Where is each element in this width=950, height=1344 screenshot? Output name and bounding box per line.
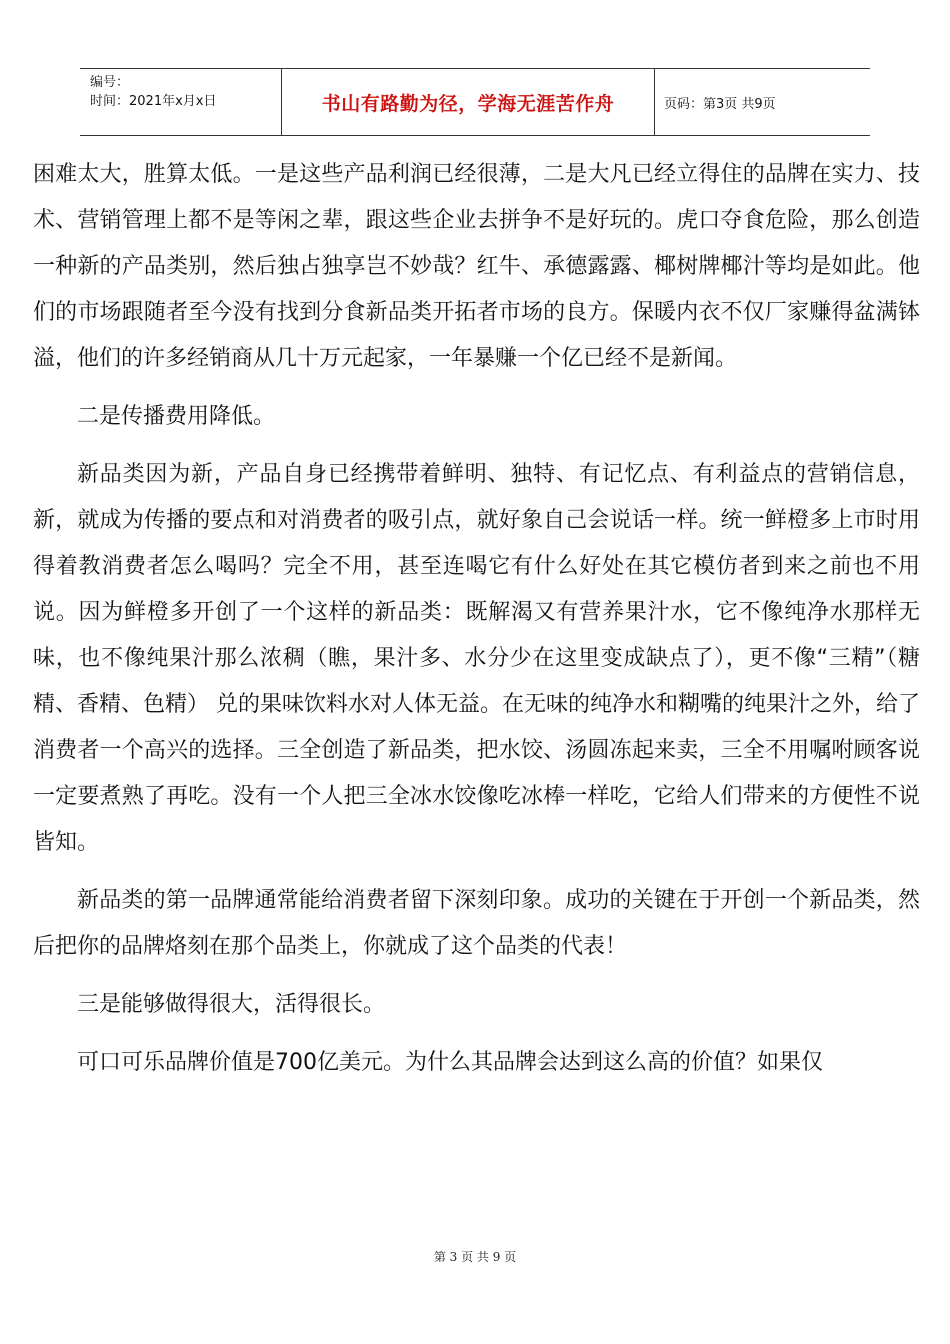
paragraph-1: 困难太大，胜算太低。一是这些产品利润已经很薄，二是大凡已经立得住的品牌在实力、技术、营销管理上都不是等闲之辈，跟这些企业去拼争不是好玩的。虎口夺食危险，那么创造一种新的产品类别，然后独占独享岂不妙哉？红牛、承德露露、椰树牌椰汁等均是如此。他们的市场跟随者至今没有找到分食新品类开拓者市场的良方。保暖内衣不仅厂家赚得盆满钵溢，他们的许多经销商从几十万元起家，一年暴赚一个亿已经不是新闻。 <box>33 162 920 371</box>
header-page-info: 页码：第3页 共9页 <box>664 96 776 112</box>
page-footer: 第 3 页 共 9 页 <box>433 1250 517 1264</box>
paragraph-3: 新品类因为新，产品自身已经携带着鲜明、独特、有记忆点、有利益点的营销信息，新，就成为传播的要点和对消费者的吸引点，就好象自己会说话一样。统一鲜橙多上市时用得着教消费者怎么喝吗？完全不用，甚至连喝它有什么好处在其它模仿者到来之前也不用说。因为鲜橙多开创了一个这样的新品类：既解渴又有营养果汁水，它不像纯净水那样无味，也不像纯果汁那么浓稠（瞧，果汁多、水分少在这里变成缺点了），更不像“三精”（糖精、香精、色精） 兑的果味饮料水对人体无益。在无味的纯净水和糊嘴的纯果汁之外，给了消费者一个高兴的选择。三全创造了新品类，把水饺、汤圆冻起来卖，三全不用嘱咐顾客说一定要煮熟了再吃。没有一个人把三全冰水饺像吃冰棒一样吃，它给人们带来的方便性不说皆知。 <box>33 462 920 855</box>
page-header <box>80 68 870 136</box>
document-date-label: 时间：2021年x月x日 <box>90 94 217 109</box>
paragraph-4: 新品类的第一品牌通常能给消费者留下深刻印象。成功的关键在于开创一个新品类，然后把你的品牌烙刻在那个品类上，你就成了这个品类的代表！ <box>33 888 920 959</box>
paragraph-2: 二是传播费用降低。 <box>77 404 276 429</box>
paragraph-5: 三是能够做得很大，活得很长。 <box>77 992 386 1017</box>
header-meta <box>80 69 282 135</box>
header-motto: 书山有路勤为径，学海无涯苦作舟 <box>282 69 655 135</box>
document-body <box>33 152 920 1086</box>
paragraph-6: 可口可乐品牌价值是700亿美元。为什么其品牌会达到这么高的价值？如果仅 <box>77 1050 823 1075</box>
document-number-label: 编号： <box>90 75 130 90</box>
